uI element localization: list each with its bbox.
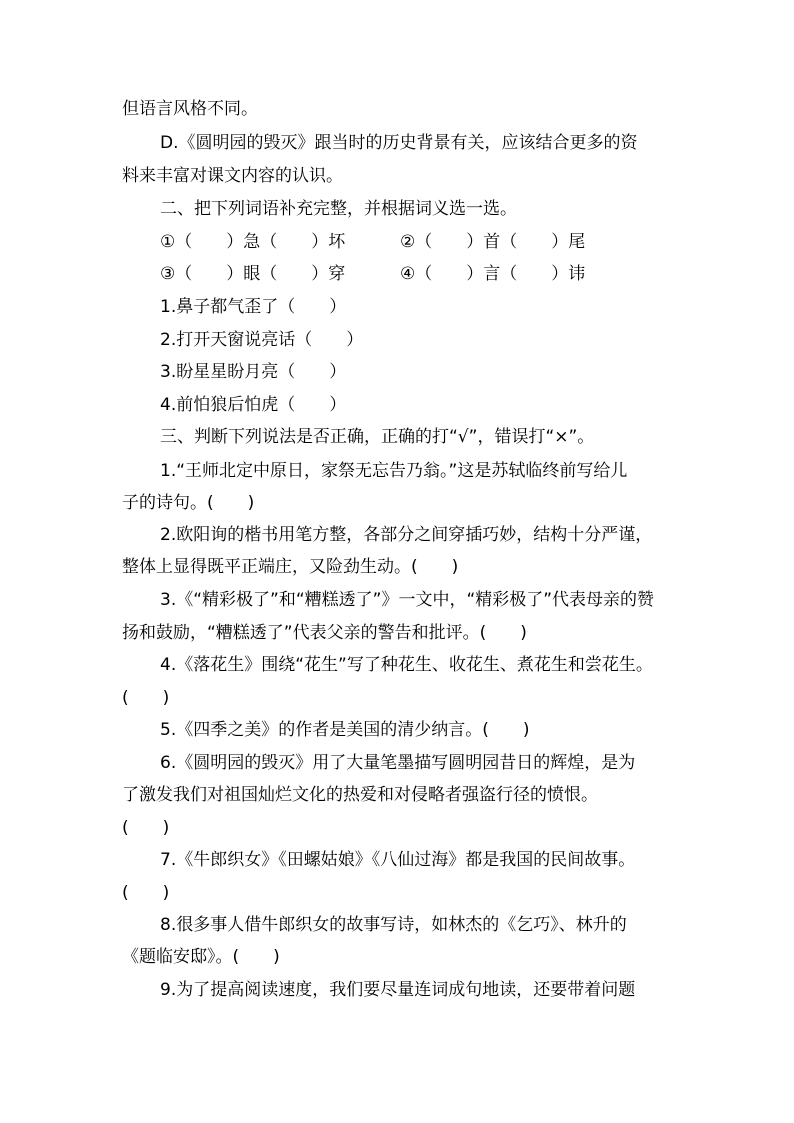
answer-blank: ( ) [122, 818, 170, 838]
answer-blank: ( ) [122, 883, 170, 903]
text-line: 《题临安邸》。( ) [122, 947, 280, 967]
judge-item-2: 2.欧阳询的楷书用笔方整，各部分之间穿插巧妙，结构十分严谨， [160, 525, 653, 545]
judge-item-1: 1.“王师北定中原日，家祭无忘告乃翁。”这是苏轼临终前写给儿 [160, 461, 628, 481]
judge-item-7: 7.《牛郎织女》《田螺姑娘》《八仙过海》都是我国的民间故事。 [160, 850, 636, 870]
choice-item: 2.打开天窗说亮话（ ） [160, 330, 364, 350]
fill-blank-1: ①（ ）急（ ）坏 [160, 232, 346, 252]
fill-blank-2: ②（ ）首（ ）尾 [400, 232, 586, 252]
text-line: 但语言风格不同。 [122, 99, 258, 119]
section-three-heading: 三、判断下列说法是否正确，正确的打“√”，错误打“×”。 [160, 427, 595, 447]
text-line: 子的诗句。( ) [122, 493, 255, 513]
choice-item: 4.前怕狼后怕虎（ ） [160, 395, 347, 415]
text-line: 料来丰富对课文内容的认识。 [122, 166, 343, 186]
fill-blank-4: ④（ ）言（ ）讳 [400, 264, 586, 284]
text-line: 了激发我们对祖国灿烂文化的热爱和对侵略者强盗行径的愤恨。 [122, 785, 598, 805]
judge-item-4: 4.《落花生》围绕“花生”写了种花生、收花生、煮花生和尝花生。 [160, 655, 653, 675]
answer-blank: ( ) [122, 688, 170, 708]
text-line: 扬和鼓励，“糟糕透了”代表父亲的警告和批评。( ) [122, 623, 527, 643]
text-line: 整体上显得既平正端庄，又险劲生动。( ) [122, 557, 459, 577]
judge-item-6: 6.《圆明园的毁灭》用了大量笔墨描写圆明园昔日的辉煌，是为 [160, 753, 636, 773]
judge-item-9: 9.为了提高阅读速度，我们要尽量连词成句地读，还要带着问题 [160, 980, 636, 1000]
choice-item: 1.鼻子都气歪了（ ） [160, 297, 347, 317]
section-two-heading: 二、把下列词语补充完整，并根据词义选一选。 [160, 199, 517, 219]
fill-blank-3: ③（ ）眼（ ）穿 [160, 264, 346, 284]
judge-item-5: 5.《四季之美》的作者是美国的清少纳言。( ) [160, 720, 530, 740]
judge-item-3: 3.《“精彩极了”和“糟糕透了”》一文中，“精彩极了”代表母亲的赞 [160, 590, 655, 610]
judge-item-8: 8.很多事人借牛郎织女的故事写诗，如林杰的《乞巧》、林升的 [160, 915, 627, 935]
choice-item: 3.盼星星盼月亮（ ） [160, 362, 347, 382]
option-d: D.《圆明园的毁灭》跟当时的历史背景有关，应该结合更多的资 [160, 133, 638, 153]
